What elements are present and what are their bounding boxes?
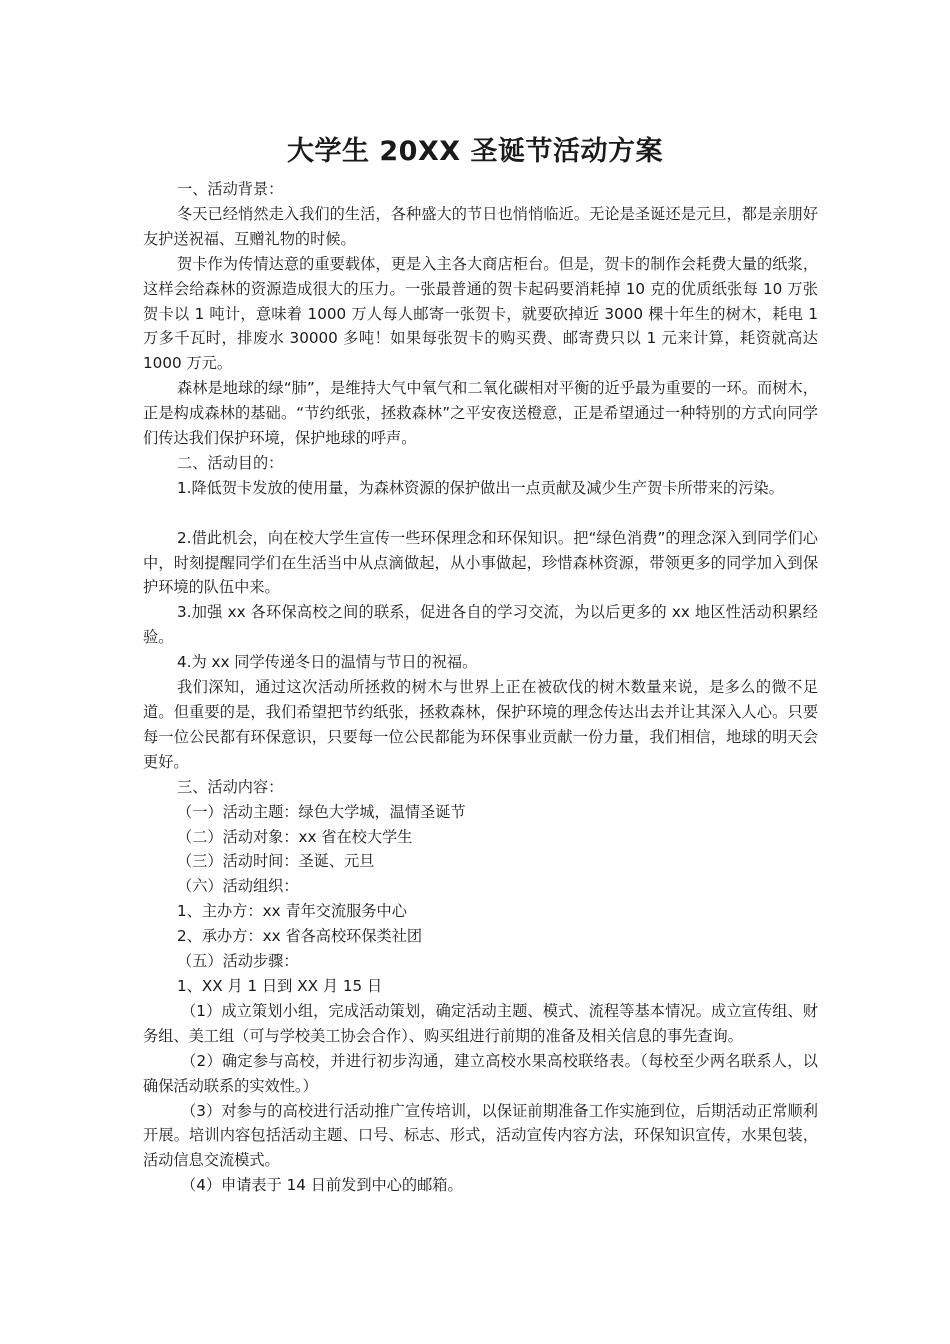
section-heading-background: 一、活动背景： — [177, 180, 284, 198]
step-item: （4）申请表于 14 日前发到中心的邮箱。 — [181, 1176, 463, 1195]
organizer-item: 1、主办方：xx 青年交流服务中心 — [177, 902, 407, 921]
document-body — [143, 177, 818, 1198]
purpose-item: 4.为 xx 同学传递冬日的温情与节日的祝福。 — [177, 653, 478, 672]
paragraph: 冬天已经悄然走入我们的生活，各种盛大的节日也悄悄临近。无论是圣诞还是元旦，都是亲朋好友护送祝福、互赠礼物的时候。 — [143, 204, 818, 248]
blank-line — [143, 501, 818, 526]
content-item: （二）活动对象：xx 省在校大学生 — [177, 827, 413, 846]
paragraph: 森林是地球的绿“肺”，是维持大气中氧气和二氧化碳相对平衡的近乎最为重要的一环。而树木，正是构成森林的基础。“节约纸张，拯救森林”之平安夜送橙意，正是希望通过一种特别的方式向同学们传达我们保护环境，保护地球的呼声。 — [143, 379, 818, 448]
organizer-item: 2、承办方：xx 省各高校环保类社团 — [177, 927, 423, 946]
content-item: （六）活动组织： — [177, 877, 299, 896]
paragraph: 我们深知，通过这次活动所拯救的树木与世界上正在被砍伐的树木数量来说，是多么的微不足道。但重要的是，我们希望把节约纸张，拯救森林，保护环境的理念传达出去并让其深入人心。只要每一位公民都有环保意识，只要每一位公民都能为环保事业贡献一份力量，我们相信，地球的明天会更好。 — [143, 678, 818, 771]
step-item: （1）成立策划小组，完成活动策划，确定活动主题、模式、流程等基本情况。成立宣传组、财务组、美工组（可与学校美工协会合作）、购买组进行前期的准备及相关信息的事先查询。 — [143, 1001, 818, 1045]
step-heading: 1、XX 月 1 日到 XX 月 15 日 — [177, 976, 383, 995]
step-item: （2）确定参与高校，并进行初步沟通，建立高校水果高校联络表。（每校至少两名联系人，以确保活动联系的实效性。） — [143, 1051, 818, 1095]
page-title: 大学生 20XX 圣诞节活动方案 — [286, 136, 663, 167]
paragraph: 贺卡作为传情达意的重要载体，更是入主各大商店柜台。但是，贺卡的制作会耗费大量的纸浆，这样会给森林的资源造成很大的压力。一张最普通的贺卡起码要消耗掉 10 克的优质纸张每 10 万张贺卡以 1 吨计，意味着 1000 万人每人邮寄一张贺卡，就要砍掉近 3000 棵十年生的树木，耗电 1 万多千瓦时，排废水 30000 多吨！如果每张贺卡的购买费、邮寄费只以 1 元来计算，耗资就高达 1000 万元。 — [143, 254, 818, 373]
content-item: （五）活动步骤： — [177, 952, 299, 971]
step-item: （3）对参与的高校进行活动推广宣传培训，以保证前期准备工作实施到位，后期活动正常顺利开展。培训内容包括活动主题、口号、标志、形式，活动宣传内容方法，环保知识宣传，水果包装，活动信息交流模式。 — [143, 1101, 818, 1170]
content-item: （一）活动主题：绿色大学城，温情圣诞节 — [177, 802, 466, 821]
section-heading-purpose: 二、活动目的： — [177, 453, 284, 472]
purpose-item: 3.加强 xx 各环保高校之间的联系，促进各自的学习交流，为以后更多的 xx 地区性活动积累经验。 — [143, 603, 818, 647]
purpose-item: 1.降低贺卡发放的使用量，为森林资源的保护做出一点贡献及减少生产贺卡所带来的污染。 — [177, 478, 784, 497]
section-heading-content: 三、活动内容： — [177, 777, 284, 796]
content-item: （三）活动时间：圣诞、元旦 — [177, 852, 375, 871]
purpose-item: 2.借此机会，向在校大学生宣传一些环保理念和环保知识。把“绿色消费”的理念深入到同学们心中，时刻提醒同学们在生活当中从点滴做起，从小事做起，珍惜森林资源，带领更多的同学加入到保护环境的队伍中来。 — [143, 528, 818, 597]
